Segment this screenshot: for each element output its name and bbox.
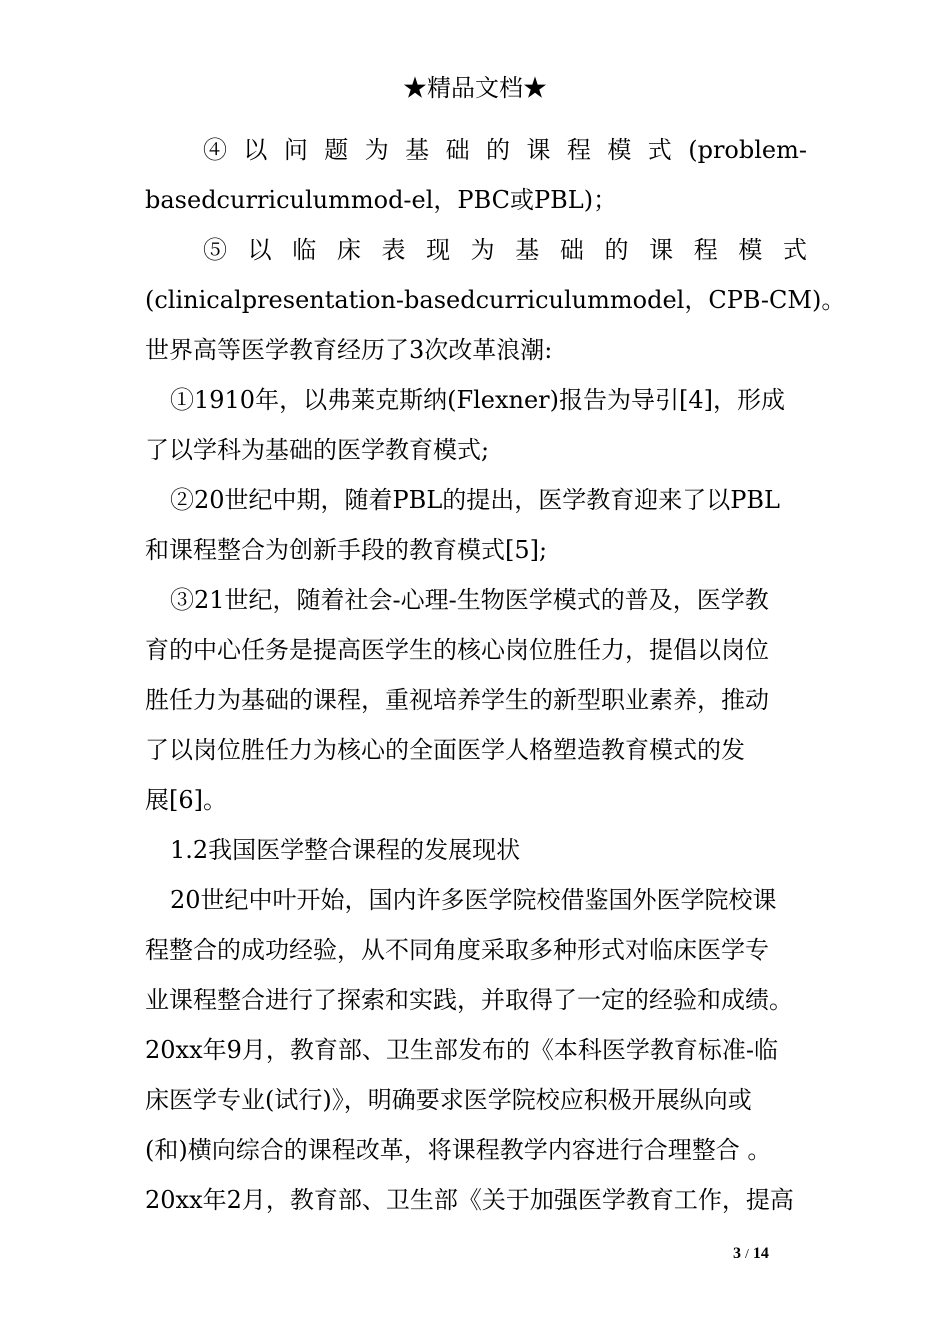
text-line: ③21世纪，随着社会-心理-生物医学模式的普及，医学教 [170,586,769,614]
text-line: ④ 以 问 题 为 基 础 的 课 程 模 式 (problem- [203,136,807,164]
text-line: 了以学科为基础的医学教育模式; [145,436,490,464]
text-line: ⑤ 以 临 床 表 现 为 基 础 的 课 程 模 式 [203,236,807,264]
text-line: 20xx年2月，教育部、卫生部《关于加强医学教育工作，提高 [145,1186,794,1214]
text-line: 胜任力为基础的课程，重视培养学生的新型职业素养，推动 [145,686,769,714]
text-line: (clinicalpresentation-basedcurriculummodel，CPB-CM)。 [145,286,846,314]
text-line: 了以岗位胜任力为核心的全面医学人格塑造教育模式的发 [145,736,745,764]
section-heading: 1.2我国医学整合课程的发展现状 [170,836,521,864]
text-line: 和课程整合为创新手段的教育模式[5]; [145,536,548,564]
page-current: 3 [733,1245,741,1262]
page-total: 14 [752,1245,769,1262]
text-line: 世界高等医学教育经历了3次改革浪潮: [145,336,553,364]
text-line: 20世纪中叶开始，国内许多医学院校借鉴国外医学院校课 [170,886,777,914]
text-line: ①1910年，以弗莱克斯纳(Flexner)报告为导引[4]，形成 [170,386,785,414]
text-line: basedcurriculummod-el，PBC或PBL)； [145,186,618,214]
page-header-title: ★精品文档★ [403,74,547,102]
text-line: 育的中心任务是提高医学生的核心岗位胜任力，提倡以岗位 [145,636,769,664]
text-line: 业课程整合进行了探索和实践，并取得了一定的经验和成绩。 [145,986,793,1014]
text-line: ②20世纪中期，随着PBL的提出，医学教育迎来了以PBL [170,486,780,514]
text-line: 20xx年9月，教育部、卫生部发布的《本科医学教育标准-临 [145,1036,778,1064]
text-line: 床医学专业(试行)》，明确要求医学院校应积极开展纵向或 [145,1086,752,1114]
text-line: 程整合的成功经验，从不同角度采取多种形式对临床医学专 [145,936,769,964]
page-separator: / [745,1247,749,1262]
text-line: 展[6]。 [145,786,227,814]
text-line: (和)横向综合的课程改革，将课程教学内容进行合理整合 。 [145,1136,772,1164]
